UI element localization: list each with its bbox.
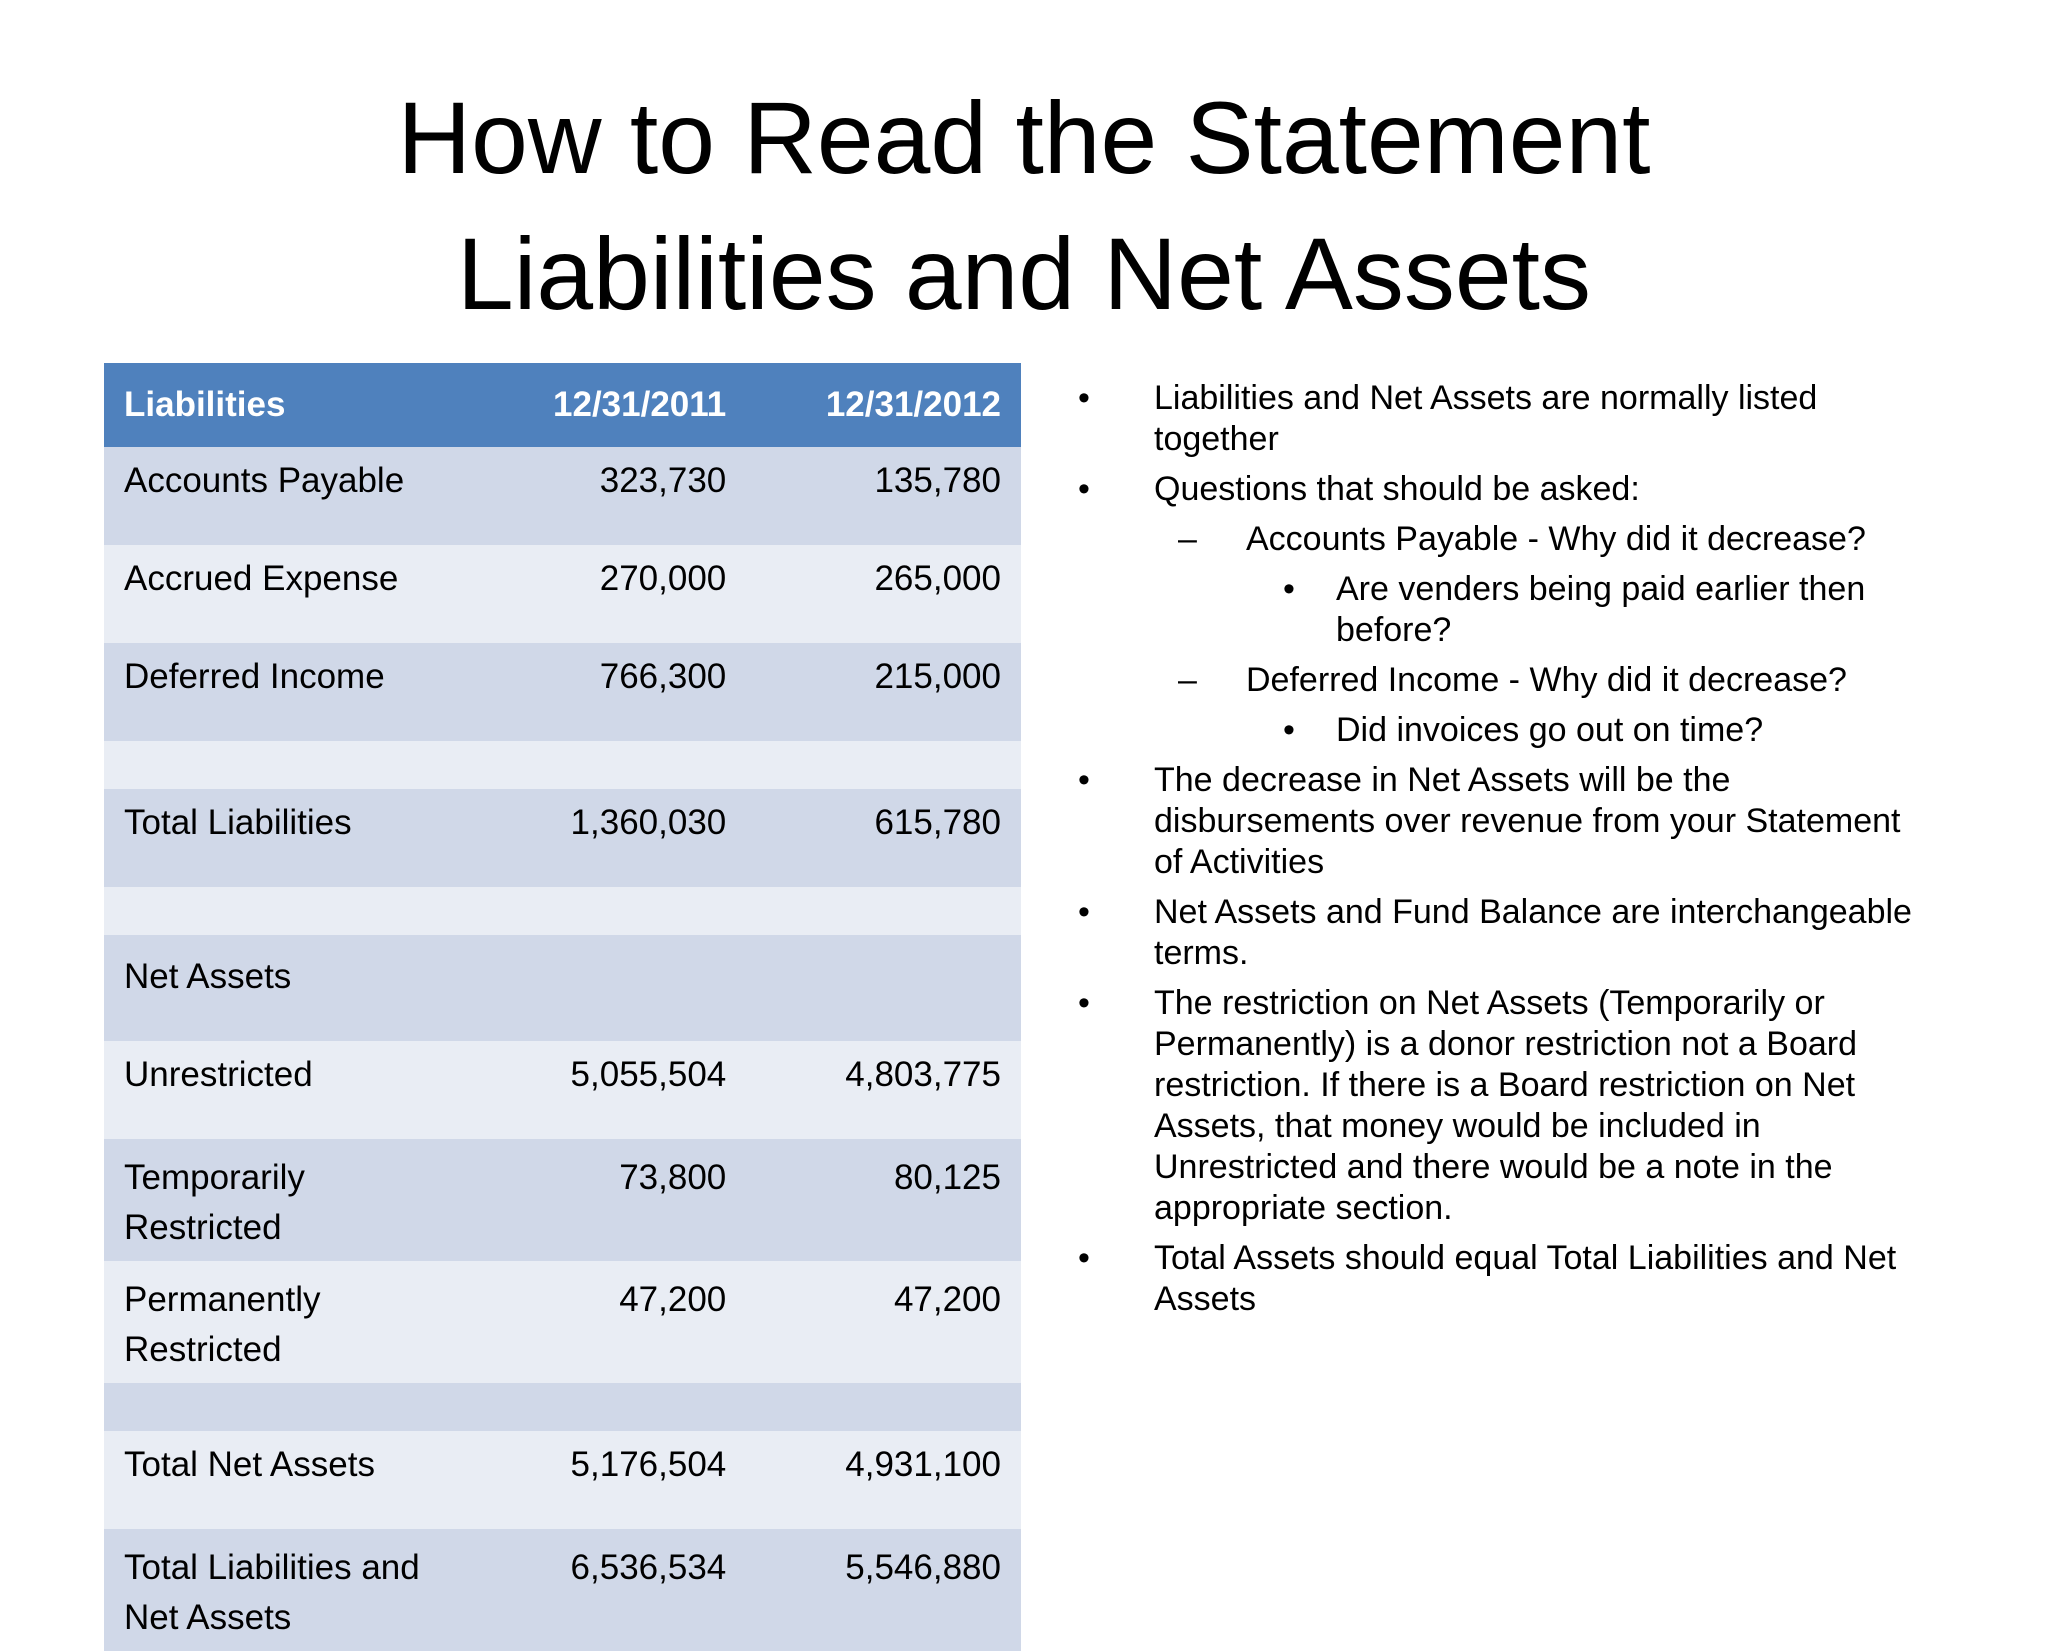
table-section-heading [104, 935, 1021, 1041]
value-2011: 47,200 [474, 1261, 746, 1383]
value-2012: 615,780 [746, 789, 1021, 887]
value-2011: 766,300 [474, 643, 746, 741]
header-liabilities: Liabilities [104, 363, 474, 447]
title-line-1: How to Read the Statement [397, 81, 1651, 195]
row-label: Net Assets [104, 935, 474, 1041]
list-item-text: Questions that should be asked: [1154, 470, 1640, 508]
row-label: Temporarily Restricted [104, 1139, 474, 1261]
value-2012: 265,000 [746, 545, 1021, 643]
row-label [104, 1383, 474, 1431]
list-item-text: The restriction on Net Assets (Temporarily or Permanently) is a donor restriction not a Board restriction. If there is a Board restriction on Net Assets, that money would be included in Unrestricted and there would be a note in the appropriate section. [1154, 984, 1858, 1227]
value-2012: 47,200 [746, 1261, 1021, 1383]
table-row [104, 1041, 1021, 1139]
list-item [1078, 469, 1938, 510]
list-item [1078, 660, 1938, 701]
header-2011: 12/31/2011 [474, 363, 746, 447]
bullet-marker: • [1078, 1239, 1090, 1277]
value-2011: 5,055,504 [474, 1041, 746, 1139]
list-item-text: Total Assets should equal Total Liabilities and Net Assets [1154, 1239, 1897, 1318]
bullet-marker: • [1078, 379, 1090, 417]
table-row [104, 1529, 1021, 1651]
value-2011 [474, 741, 746, 789]
bullet-marker: • [1078, 761, 1090, 799]
list-item-text: Net Assets and Fund Balance are interchangeable terms. [1154, 893, 1912, 972]
row-label: Accrued Expense [104, 545, 474, 643]
value-2012 [746, 741, 1021, 789]
value-2011: 6,536,534 [474, 1529, 746, 1651]
table-row [104, 1431, 1021, 1529]
list-item [1078, 760, 1938, 883]
list-item-text: Deferred Income - Why did it decrease? [1246, 661, 1847, 699]
value-2012: 215,000 [746, 643, 1021, 741]
value-2011: 73,800 [474, 1139, 746, 1261]
value-2011: 323,730 [474, 447, 746, 545]
value-2011: 5,176,504 [474, 1431, 746, 1529]
table-row [104, 1139, 1021, 1261]
list-item [1078, 983, 1938, 1229]
value-2011 [474, 935, 746, 1041]
value-2012: 4,803,775 [746, 1041, 1021, 1139]
list-item-text: Did invoices go out on time? [1336, 711, 1764, 749]
row-label [104, 887, 474, 935]
table-row [104, 643, 1021, 741]
value-2012 [746, 935, 1021, 1041]
list-item [1078, 710, 1938, 751]
title-line-2: Liabilities and Net Assets [457, 217, 1591, 331]
value-2012: 80,125 [746, 1139, 1021, 1261]
table-row [104, 1261, 1021, 1383]
row-label: Total Liabilities [104, 789, 474, 887]
header-2012: 12/31/2012 [746, 363, 1021, 447]
row-label [104, 741, 474, 789]
dash-marker: – [1178, 520, 1197, 558]
value-2012 [746, 1383, 1021, 1431]
liabilities-net-assets-table [104, 363, 1021, 1651]
value-2011: 270,000 [474, 545, 746, 643]
notes-list [1078, 378, 1938, 1329]
table-row [104, 789, 1021, 887]
bullet-marker: • [1283, 711, 1295, 749]
value-2012: 4,931,100 [746, 1431, 1021, 1529]
list-item [1078, 892, 1938, 974]
row-label: Total Net Assets [104, 1431, 474, 1529]
table-header-row [104, 363, 1021, 447]
value-2011: 1,360,030 [474, 789, 746, 887]
list-item-text: Accounts Payable - Why did it decrease? [1246, 520, 1866, 558]
value-2012: 135,780 [746, 447, 1021, 545]
list-item [1078, 519, 1938, 560]
table-row-blank [104, 887, 1021, 935]
list-item [1078, 378, 1938, 460]
row-label: Unrestricted [104, 1041, 474, 1139]
bullet-marker: • [1283, 570, 1295, 608]
row-label: Total Liabilities and Net Assets [104, 1529, 474, 1651]
value-2012 [746, 887, 1021, 935]
table-row-blank [104, 741, 1021, 789]
list-item [1078, 1238, 1938, 1320]
table-row-blank [104, 1383, 1021, 1431]
bullet-marker: • [1078, 984, 1090, 1022]
bullet-marker: • [1078, 893, 1090, 931]
table-row [104, 447, 1021, 545]
value-2012: 5,546,880 [746, 1529, 1021, 1651]
list-item-text: Liabilities and Net Assets are normally listed together [1154, 379, 1818, 458]
list-item-text: Are venders being paid earlier then before? [1336, 570, 1866, 649]
list-item-text: The decrease in Net Assets will be the disbursements over revenue from your Statement of Activities [1154, 761, 1901, 881]
value-2011 [474, 887, 746, 935]
dash-marker: – [1178, 661, 1197, 699]
row-label: Deferred Income [104, 643, 474, 741]
value-2011 [474, 1383, 746, 1431]
row-label: Accounts Payable [104, 447, 474, 545]
list-item [1078, 569, 1938, 651]
row-label: Permanently Restricted [104, 1261, 474, 1383]
bullet-marker: • [1078, 470, 1090, 508]
slide-title [0, 70, 2048, 342]
table-row [104, 545, 1021, 643]
